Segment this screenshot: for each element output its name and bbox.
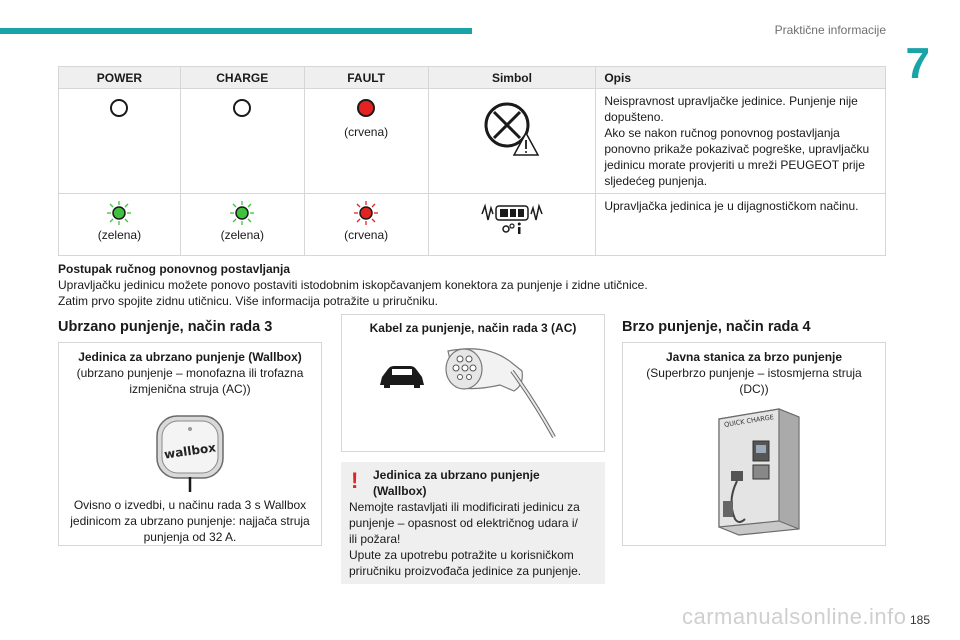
warning-title: (Wallbox)	[373, 484, 427, 498]
cable-box-title: Kabel za punjenje, način rada 3 (AC)	[369, 321, 577, 335]
wallbox-logo: wallbox	[163, 440, 217, 462]
watermark-text: carmanualsonline.info	[682, 604, 907, 629]
col-header-fault: FAULT	[304, 67, 428, 89]
desc-line: Upravljačka jedinica je u dijagnostičkom načinu.	[604, 199, 859, 213]
led-status-table	[58, 66, 886, 256]
cell-fault	[304, 194, 428, 256]
header-accent-bar	[0, 28, 472, 34]
desc-line: Ako se nakon ručnog ponovnog postavljanja	[604, 126, 840, 140]
station-label: QUICK CHARGE	[723, 413, 775, 429]
quick-charge-station-icon	[699, 401, 809, 537]
cell-symbol	[428, 89, 596, 194]
warning-text: Upute za upotrebu potražite u korisničkom	[349, 548, 574, 562]
desc-line: Neispravnost upravljačke jedinice. Punjenje nije	[604, 94, 858, 108]
warning-title: Jedinica za ubrzano punjenje	[373, 468, 540, 482]
led-color-label: (crvena)	[344, 125, 389, 139]
warning-text: punjenje – opasnost od električnog udara i/	[349, 516, 578, 530]
led-green-blinking-icon	[104, 200, 134, 226]
cell-description	[596, 194, 886, 256]
fault-cross-warning-icon	[482, 99, 542, 159]
wallbox-charger-icon	[150, 411, 230, 493]
wallbox-box-subtitle: izmjenična struja (AC))	[129, 382, 251, 396]
warning-text: ili požara!	[349, 532, 401, 546]
cell-symbol	[428, 194, 596, 256]
led-color-label: (zelena)	[220, 228, 264, 242]
col-header-symbol: Simbol	[428, 67, 596, 89]
cell-charge	[180, 89, 304, 194]
mode3-section-title: Ubrzano punjenje, način rada 3	[58, 319, 273, 335]
exclamation-warning-icon: !	[351, 468, 359, 493]
wallbox-box-subtitle: (ubrzano punjenje – monofazna ili trofazna	[76, 366, 304, 380]
col-header-power: POWER	[59, 67, 181, 89]
manual-reset-text: Zatim prvo spojite zidnu utičnicu. Više informacija potražite u priručniku.	[58, 294, 438, 308]
led-red-icon	[355, 97, 377, 119]
fast-charge-station-box	[622, 342, 886, 546]
wallbox-box-text: Ovisno o izvedbi, u načinu rada 3 s Wallbox	[73, 498, 307, 512]
desc-line: ponovno prikaže pokazivač pogreške, upravljačku	[604, 142, 870, 156]
warning-box	[341, 462, 605, 584]
warning-text: priručniku proizvođača jedinice za punjenje.	[349, 564, 582, 578]
cell-fault	[304, 89, 428, 194]
manual-reset-section	[58, 261, 886, 309]
col-header-description: Opis	[596, 67, 886, 89]
col-header-charge: CHARGE	[180, 67, 304, 89]
warning-text: Nemojte rastavljati ili modificirati jedinicu za	[349, 500, 580, 514]
led-red-blinking-icon	[351, 200, 381, 226]
cell-power	[59, 194, 181, 256]
table-row	[59, 89, 886, 194]
station-box-title: Javna stanica za brzo punjenje	[665, 350, 843, 364]
led-green-blinking-icon	[227, 200, 257, 226]
diagnostic-mode-icon	[480, 200, 544, 236]
station-box-subtitle: (DC))	[739, 382, 769, 396]
page-number: 185	[909, 613, 930, 627]
table-header-row	[59, 67, 886, 89]
led-off-icon	[108, 97, 130, 119]
cell-charge	[180, 194, 304, 256]
wallbox-box-title: Jedinica za ubrzano punjenje (Wallbox)	[78, 350, 302, 364]
section-title: Praktične informacije	[774, 23, 886, 37]
led-off-icon	[231, 97, 253, 119]
desc-line: jedinicu morate provjeriti u mreži PEUGEOT prije	[604, 158, 865, 172]
desc-line: sljedećeg punjenja.	[604, 174, 708, 188]
charging-cable-icon	[374, 341, 574, 441]
led-color-label: (crvena)	[344, 228, 389, 242]
cell-power	[59, 89, 181, 194]
cable-info-box	[341, 314, 605, 452]
mode4-section-title: Brzo punjenje, način rada 4	[622, 319, 811, 335]
station-box-subtitle: (Superbrzo punjenje – istosmjerna struja	[646, 366, 862, 380]
wallbox-box-text: punjenja od 32 A.	[143, 530, 237, 544]
desc-line: dopušteno.	[604, 110, 664, 124]
chapter-number: 7	[905, 39, 930, 88]
manual-reset-title: Postupak ručnog ponovnog postavljanja	[58, 262, 291, 276]
wallbox-box-text: jedinicom za ubrzano punjenje: najjača struja	[70, 514, 310, 528]
table-row	[59, 194, 886, 256]
led-color-label: (zelena)	[97, 228, 142, 242]
wallbox-info-box	[58, 342, 322, 546]
manual-reset-text: Upravljačku jedinicu možete ponovo postaviti istodobnim iskopčavanjem konektora za punjenje i zidne utičnice.	[58, 278, 648, 292]
cell-description	[596, 89, 886, 194]
car-icon	[380, 366, 424, 388]
